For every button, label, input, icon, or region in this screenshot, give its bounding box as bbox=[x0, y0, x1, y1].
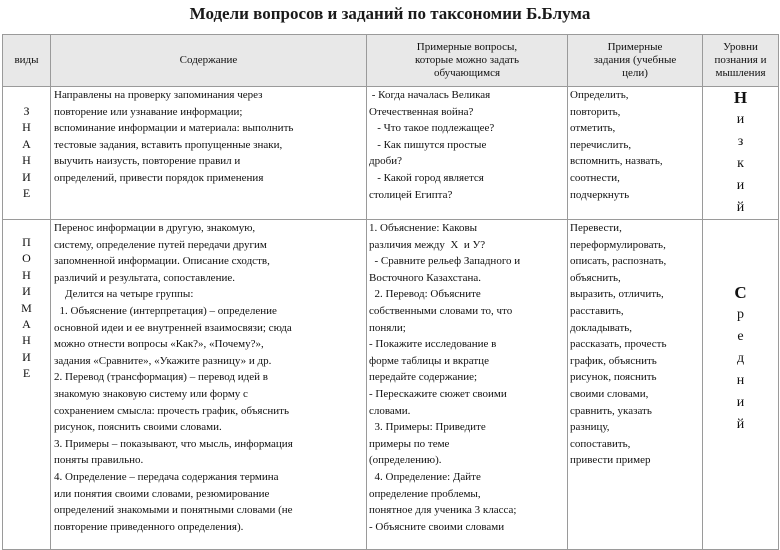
header-row bbox=[3, 35, 779, 87]
task-line: сопоставить, bbox=[570, 437, 631, 450]
row-knowledge bbox=[3, 87, 779, 220]
question-line: дроби? bbox=[369, 155, 402, 168]
kind-letter: А bbox=[22, 136, 31, 151]
question-line: 3. Примеры: Приведите bbox=[369, 421, 486, 434]
task-line: разницу, bbox=[570, 421, 610, 434]
kind-letter: И bbox=[22, 284, 31, 299]
task-line: подчеркнуть bbox=[570, 188, 630, 201]
question-line: - Сравните рельеф Западного и bbox=[369, 255, 521, 268]
level-letter: С bbox=[734, 283, 747, 302]
task-line: Определить, bbox=[570, 89, 629, 101]
question-line: определение проблемы, bbox=[369, 487, 481, 500]
level-letter: р bbox=[737, 307, 744, 322]
task-line: привести пример bbox=[570, 454, 651, 467]
content-line: поняты правильно. bbox=[54, 454, 144, 467]
content-line: определений, привести порядок применения bbox=[54, 171, 264, 184]
questions-cell-understanding bbox=[367, 220, 568, 550]
question-line: поняли; bbox=[369, 321, 406, 334]
level-letter: к bbox=[737, 156, 744, 171]
kind-letter: Е bbox=[22, 186, 31, 201]
content-line: 4. Определение – передача содержания термина bbox=[54, 470, 279, 483]
kind-letter: М bbox=[21, 300, 32, 315]
task-line: переформулировать, bbox=[570, 238, 666, 251]
level-letter: д bbox=[736, 351, 745, 366]
question-line: 4. Определение: Дайте bbox=[369, 470, 481, 483]
level-letter: е bbox=[737, 329, 744, 344]
header-questions bbox=[367, 35, 568, 87]
task-line: сравнить, указать bbox=[570, 404, 652, 417]
level-cell-low bbox=[703, 87, 779, 220]
task-line: выразить, отличить, bbox=[570, 288, 664, 301]
content-cell-knowledge bbox=[51, 87, 367, 220]
header-levels-line: Уровни bbox=[723, 41, 758, 53]
kind-letter: И bbox=[22, 169, 31, 184]
kind-cell-understanding bbox=[3, 220, 51, 550]
header-kinds: виды bbox=[3, 35, 51, 87]
row-understanding bbox=[3, 220, 779, 550]
content-line: определений знакомыми и понятными словами (не bbox=[54, 504, 293, 517]
kind-letter: Н bbox=[22, 120, 31, 135]
question-line: столицей Египта? bbox=[369, 188, 453, 201]
content-line: сохранением смысла: прочесть график, объяснить bbox=[54, 404, 289, 417]
level-cell-medium bbox=[703, 220, 779, 550]
level-letter: й bbox=[736, 200, 745, 215]
level-letter: и bbox=[736, 395, 745, 410]
header-tasks-line: цели) bbox=[622, 67, 648, 79]
level-letter: н bbox=[736, 373, 745, 388]
kind-cell-knowledge bbox=[3, 87, 51, 220]
question-line: - Что такое подлежащее? bbox=[369, 122, 495, 135]
task-line: Перевести, bbox=[570, 222, 622, 234]
question-line: понятное для ученика 3 класса; bbox=[369, 504, 517, 517]
question-line: форме таблицы и вкратце bbox=[369, 354, 489, 367]
level-letter: и bbox=[736, 178, 745, 193]
task-line: расставить, bbox=[570, 304, 624, 317]
kind-letter: П bbox=[22, 235, 31, 249]
content-line: повторение или узнавание информации; bbox=[54, 105, 243, 118]
header-levels-line: мышления bbox=[715, 67, 766, 79]
kind-letter: Н bbox=[22, 153, 31, 168]
question-line: Восточного Казахстана. bbox=[369, 271, 481, 284]
taxonomy-table bbox=[2, 34, 779, 550]
task-line: перечислить, bbox=[570, 138, 632, 151]
header-tasks-line: Примерные bbox=[607, 41, 663, 53]
task-line: рассказать, прочесть bbox=[570, 338, 667, 351]
task-line: объяснить, bbox=[570, 271, 621, 284]
header-questions-line: Примерные вопросы, bbox=[416, 41, 518, 53]
header-levels bbox=[703, 35, 779, 87]
content-line: запомненной информации. Описание сходств, bbox=[54, 255, 270, 268]
level-letter: Н bbox=[733, 88, 748, 107]
task-line: рисунок, пояснить bbox=[570, 371, 657, 384]
question-line: - Покажите исследование в bbox=[369, 338, 497, 351]
content-cell-understanding bbox=[51, 220, 367, 550]
kind-letter: О bbox=[22, 251, 31, 266]
question-line: - Как пишутся простые bbox=[369, 138, 487, 151]
level-letter: й bbox=[736, 417, 745, 432]
content-line: 1. Объяснение (интерпретация) – определение bbox=[54, 304, 277, 317]
kind-letter: А bbox=[22, 317, 31, 332]
question-line: 2. Перевод: Объясните bbox=[369, 288, 481, 301]
content-line: различий и результата, сопоставление. bbox=[54, 271, 235, 284]
question-line: - Перескажите сюжет своими bbox=[369, 387, 507, 400]
header-questions-line: которые можно задать bbox=[415, 54, 519, 66]
tasks-cell-knowledge bbox=[568, 87, 703, 220]
question-line: примеры по теме bbox=[369, 437, 450, 450]
content-line: вспоминание информации и материала: выполнить bbox=[54, 122, 294, 135]
content-line: тестовые задания, вставить пропущенные знаки, bbox=[54, 138, 283, 151]
kind-letter: Н bbox=[22, 333, 31, 348]
content-line: Перенос информации в другую, знакомую, bbox=[54, 222, 256, 234]
question-line: Отечественная война? bbox=[369, 105, 474, 118]
task-line: соотнести, bbox=[570, 171, 620, 184]
question-line: (определению). bbox=[369, 454, 442, 467]
task-line: описать, распознать, bbox=[570, 255, 667, 268]
content-line: Делится на четыре группы: bbox=[54, 288, 194, 301]
task-line: отметить, bbox=[570, 122, 616, 135]
question-line: - Объясните своими словами bbox=[369, 520, 505, 533]
content-line: основной идеи и ее внутренней взаимосвязи; сюда bbox=[54, 321, 292, 334]
task-line: докладывать, bbox=[570, 321, 633, 334]
header-tasks-line: задания (учебные bbox=[593, 54, 677, 66]
kind-letter: И bbox=[22, 349, 31, 364]
content-line: систему, определение путей передачи другим bbox=[54, 238, 267, 251]
header-tasks bbox=[568, 35, 703, 87]
content-line: можно отнести вопросы «Как?», «Почему?», bbox=[54, 338, 264, 351]
kind-letter: Е bbox=[22, 366, 31, 381]
question-line: - Когда началась Великая bbox=[369, 89, 491, 101]
task-line: повторить, bbox=[570, 105, 621, 118]
content-line: 3. Примеры – показывают, что мысль, информация bbox=[54, 437, 293, 450]
content-line: повторение приведенного определения). bbox=[54, 520, 244, 533]
question-line: собственными словами то, что bbox=[369, 304, 513, 317]
question-line: передайте содержание; bbox=[369, 371, 478, 384]
header-levels-line: познания и bbox=[714, 54, 767, 66]
kind-letter: З bbox=[23, 104, 30, 118]
question-line: 1. Объяснение: Каковы bbox=[369, 222, 478, 234]
question-line: - Какой город является bbox=[369, 171, 484, 184]
questions-cell-knowledge bbox=[367, 87, 568, 220]
question-line: различия между Х и У? bbox=[369, 238, 486, 251]
task-line: вспомнить, назвать, bbox=[570, 155, 663, 168]
tasks-cell-understanding bbox=[568, 220, 703, 550]
level-letter: и bbox=[736, 112, 745, 127]
page-title: Модели вопросов и заданий по таксономии Б.Блума bbox=[189, 4, 591, 23]
header-questions-line: обучающимся bbox=[433, 67, 501, 79]
content-line: знакомую знаковую систему или форму с bbox=[54, 387, 248, 400]
content-line: или понятия своими словами, резюмирование bbox=[54, 487, 270, 500]
kind-letter: Н bbox=[22, 267, 31, 282]
level-letter: з bbox=[737, 134, 744, 149]
task-line: своими словами, bbox=[570, 387, 649, 400]
task-line: график, объяснить bbox=[570, 354, 657, 367]
content-line: 2. Перевод (трансформация) – перевод идей в bbox=[54, 371, 268, 384]
header-content: Содержание bbox=[51, 35, 367, 87]
content-line: выучить наизусть, повторение правил и bbox=[54, 155, 241, 168]
question-line: словами. bbox=[369, 404, 411, 417]
content-line: задания «Сравните», «Укажите разницу» и др. bbox=[54, 354, 272, 367]
content-line: Направлены на проверку запоминания через bbox=[54, 89, 263, 101]
content-line: рисунок, пояснить своими словами. bbox=[54, 421, 222, 434]
